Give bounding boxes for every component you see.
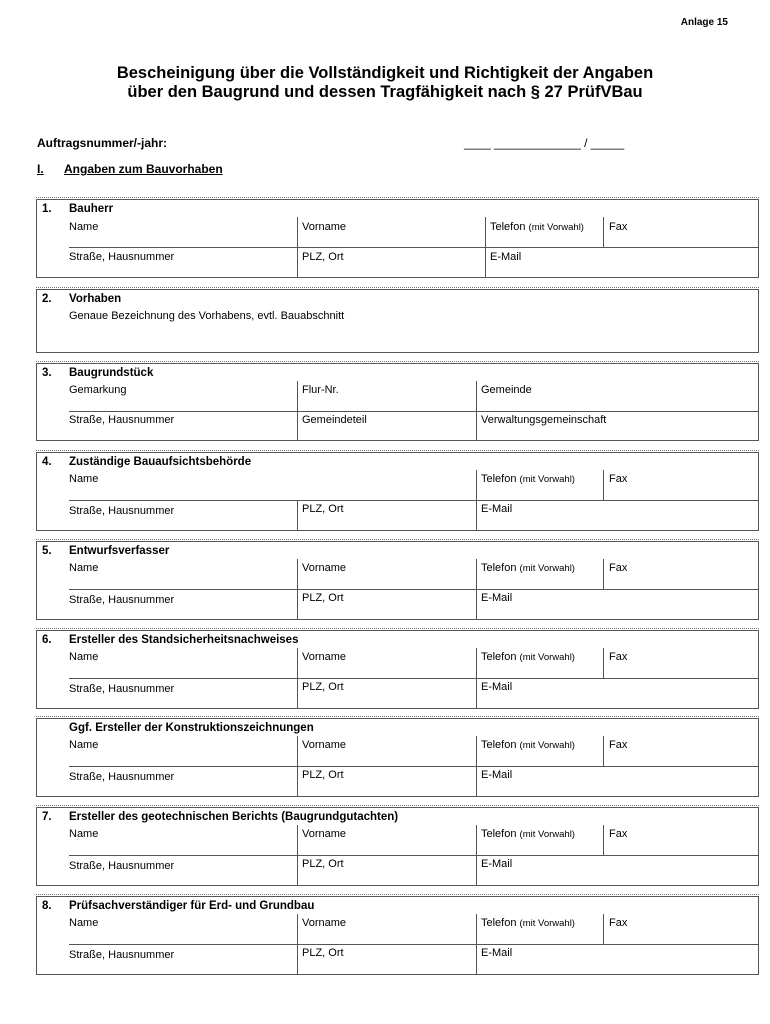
field-email[interactable]: E-Mail [481, 769, 513, 781]
field-flur-nr[interactable]: Flur-Nr. [302, 384, 339, 396]
box-divider [36, 628, 759, 629]
telefon-label: Telefon [481, 562, 517, 574]
box-number: 1. [42, 203, 52, 215]
column-divider [603, 217, 604, 247]
field-telefon[interactable] [481, 562, 575, 574]
row-divider [69, 944, 758, 945]
field-fax[interactable]: Fax [609, 917, 628, 929]
field-plz-ort[interactable]: PLZ, Ort [302, 858, 344, 870]
box-title: Bauherr [69, 203, 114, 215]
box-geotechnik [36, 807, 759, 886]
telefon-label: Telefon [481, 739, 517, 751]
field-email[interactable]: E-Mail [490, 251, 522, 263]
field-strasse[interactable]: Straße, Hausnummer [69, 414, 175, 426]
box-standsicherheit [36, 630, 759, 709]
field-vorname[interactable]: Vorname [302, 221, 347, 233]
box-number: 4. [42, 456, 52, 468]
field-gemeinde[interactable]: Gemeinde [481, 384, 532, 396]
section-heading [37, 162, 223, 176]
field-email[interactable]: E-Mail [481, 681, 513, 693]
field-vorname[interactable]: Vorname [302, 828, 347, 840]
section-title: Angaben zum Bauvorhaben [64, 162, 223, 176]
field-vorname[interactable]: Vorname [302, 562, 347, 574]
box-vorhaben [36, 289, 759, 353]
vorwahl-hint: (mit Vorwahl) [519, 563, 575, 574]
field-plz-ort[interactable]: PLZ, Ort [302, 769, 344, 781]
telefon-label: Telefon [481, 651, 517, 663]
field-gemarkung[interactable]: Gemarkung [69, 384, 127, 396]
field-telefon[interactable] [490, 221, 584, 233]
vorwahl-hint: (mit Vorwahl) [519, 918, 575, 929]
row-divider [69, 500, 758, 501]
box-number: 5. [42, 545, 52, 557]
column-divider [603, 470, 604, 500]
field-vorname[interactable]: Vorname [302, 651, 347, 663]
field-telefon[interactable] [481, 917, 575, 929]
field-strasse[interactable]: Straße, Hausnummer [69, 594, 175, 606]
telefon-label: Telefon [481, 917, 517, 929]
telefon-label: Telefon [490, 221, 526, 233]
field-strasse[interactable]: Straße, Hausnummer [69, 251, 175, 263]
field-name[interactable]: Name [69, 473, 99, 485]
field-plz-ort[interactable]: PLZ, Ort [302, 251, 344, 263]
box-title: Entwurfsverfasser [69, 545, 170, 557]
vorwahl-hint: (mit Vorwahl) [519, 474, 575, 485]
vorwahl-hint: (mit Vorwahl) [528, 222, 584, 233]
column-divider [603, 914, 604, 944]
field-vorname[interactable]: Vorname [302, 739, 347, 751]
field-strasse[interactable]: Straße, Hausnummer [69, 860, 175, 872]
field-strasse[interactable]: Straße, Hausnummer [69, 771, 175, 783]
row-divider [69, 855, 758, 856]
field-strasse[interactable]: Straße, Hausnummer [69, 505, 175, 517]
box-title: Prüfsachverständiger für Erd- und Grundbau [69, 900, 315, 912]
box-divider [36, 197, 759, 198]
box-konstruktionszeichnungen [36, 718, 759, 797]
vorwahl-hint: (mit Vorwahl) [519, 740, 575, 751]
document-title [0, 64, 770, 102]
column-divider [603, 825, 604, 855]
field-email[interactable]: E-Mail [481, 592, 513, 604]
box-pruefsachverstaendiger [36, 896, 759, 975]
field-fax[interactable]: Fax [609, 828, 628, 840]
field-name[interactable]: Name [69, 828, 99, 840]
field-fax[interactable]: Fax [609, 221, 628, 233]
box-title: Vorhaben [69, 293, 122, 305]
field-plz-ort[interactable]: PLZ, Ort [302, 503, 344, 515]
box-baugrundstueck [36, 363, 759, 441]
field-strasse[interactable]: Straße, Hausnummer [69, 949, 175, 961]
order-number-field[interactable]: ____ _____________ / _____ [464, 136, 625, 150]
row-divider [69, 411, 758, 412]
row-divider [69, 589, 758, 590]
field-strasse[interactable]: Straße, Hausnummer [69, 683, 175, 695]
box-title: Ersteller des geotechnischen Berichts (Baugrundgutachten) [69, 811, 399, 823]
box-divider [36, 539, 759, 540]
box-title: Ggf. Ersteller der Konstruktionszeichnungen [69, 722, 314, 734]
box-number: 6. [42, 634, 52, 646]
field-fax[interactable]: Fax [609, 739, 628, 751]
field-plz-ort[interactable]: PLZ, Ort [302, 947, 344, 959]
field-name[interactable]: Name [69, 221, 99, 233]
box-divider [36, 287, 759, 288]
field-telefon[interactable] [481, 473, 575, 485]
field-email[interactable]: E-Mail [481, 947, 513, 959]
section-number: I. [37, 162, 44, 176]
box-divider [36, 716, 759, 717]
field-fax[interactable]: Fax [609, 473, 628, 485]
field-gemeindeteil[interactable]: Gemeindeteil [302, 414, 367, 426]
field-telefon[interactable] [481, 739, 575, 751]
vorwahl-hint: (mit Vorwahl) [519, 829, 575, 840]
box-bauherr [36, 199, 759, 278]
box-title: Baugrundstück [69, 367, 154, 379]
box-number: 8. [42, 900, 52, 912]
box-title: Zuständige Bauaufsichtsbehörde [69, 456, 252, 468]
field-fax[interactable]: Fax [609, 651, 628, 663]
field-verwaltungsgemeinschaft[interactable]: Verwaltungsgemeinschaft [481, 414, 607, 426]
field-name[interactable]: Name [69, 739, 99, 751]
field-vorname[interactable]: Vorname [302, 917, 347, 929]
annex-number: Anlage 15 [680, 17, 728, 28]
field-telefon[interactable] [481, 651, 575, 663]
column-divider [297, 500, 298, 531]
box-entwurfsverfasser [36, 541, 759, 620]
column-divider [603, 736, 604, 766]
telefon-label: Telefon [481, 828, 517, 840]
field-vorhaben-beschreibung[interactable]: Genaue Bezeichnung des Vorhabens, evtl. Bauabschnitt [69, 310, 345, 322]
title-line-2: über den Baugrund und dessen Tragfähigkeit nach § 27 PrüfVBau [127, 83, 643, 101]
box-title: Ersteller des Standsicherheitsnachweises [69, 634, 299, 646]
field-fax[interactable]: Fax [609, 562, 628, 574]
field-plz-ort[interactable]: PLZ, Ort [302, 592, 344, 604]
box-number: 2. [42, 293, 52, 305]
title-line-1: Bescheinigung über die Vollständigkeit und Richtigkeit der Angaben [116, 64, 654, 82]
order-number-label: Auftragsnummer/-jahr: [37, 136, 168, 150]
field-plz-ort[interactable]: PLZ, Ort [302, 681, 344, 693]
box-number: 7. [42, 811, 52, 823]
field-email[interactable]: E-Mail [481, 503, 513, 515]
box-divider [36, 894, 759, 895]
column-divider [603, 559, 604, 589]
telefon-label: Telefon [481, 473, 517, 485]
column-divider [603, 648, 604, 678]
box-divider [36, 361, 759, 362]
field-name[interactable]: Name [69, 917, 99, 929]
vorwahl-hint: (mit Vorwahl) [519, 652, 575, 663]
box-bauaufsichtsbehoerde [36, 452, 759, 531]
row-divider [69, 247, 758, 248]
field-name[interactable]: Name [69, 651, 99, 663]
box-number: 3. [42, 367, 52, 379]
field-email[interactable]: E-Mail [481, 858, 513, 870]
row-divider [69, 678, 758, 679]
field-name[interactable]: Name [69, 562, 99, 574]
field-telefon[interactable] [481, 828, 575, 840]
box-divider [36, 805, 759, 806]
box-divider [36, 450, 759, 451]
row-divider [69, 766, 758, 767]
